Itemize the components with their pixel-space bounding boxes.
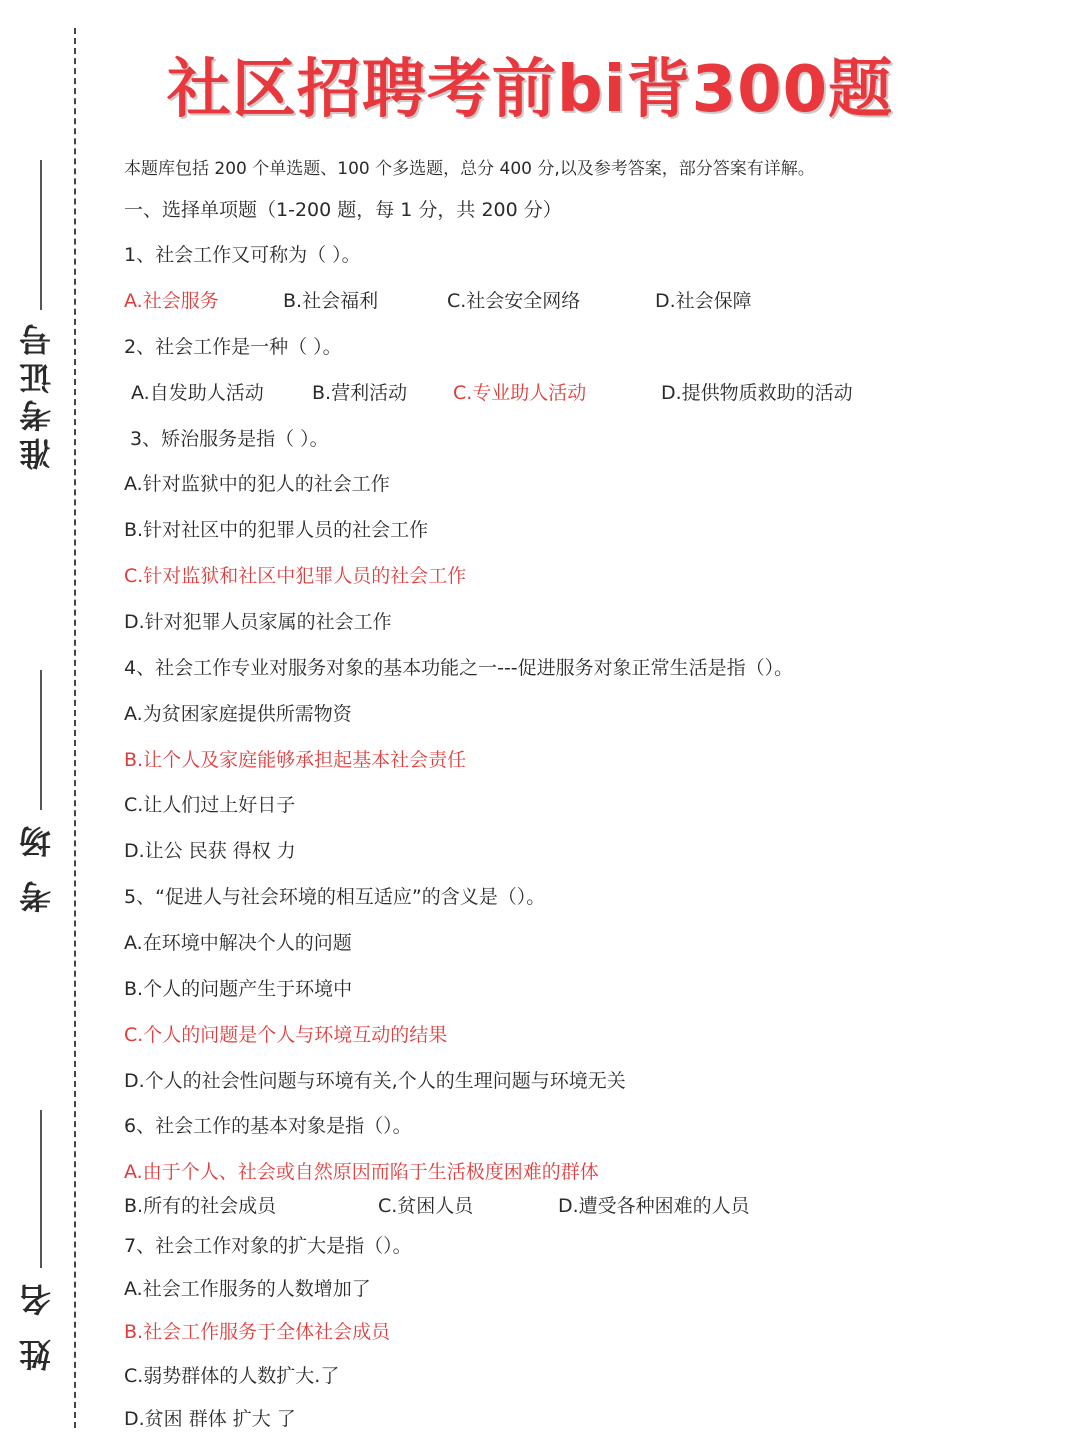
question-2-option-d: D.提供物质救助的活动	[661, 382, 853, 404]
question-3-stem: 3、矫治服务是指（ ）。	[130, 428, 329, 450]
exam-room-blank	[40, 670, 42, 810]
question-2-option-b: B.营利活动	[312, 382, 408, 404]
question-5-stem: 5、“促进人与社会环境的相互适应”的含义是（）。	[124, 886, 546, 908]
question-7-stem: 7、社会工作对象的扩大是指（）。	[124, 1235, 412, 1257]
question-6-option-a: A.由于个人、社会或自然原因而陷于生活极度困难的群体	[124, 1161, 599, 1183]
question-3-option-d: D.针对犯罪人员家属的社会工作	[124, 611, 392, 633]
exam-room-label: 考 场	[18, 820, 56, 914]
question-6-option-d: D.遭受各种困难的人员	[558, 1195, 750, 1217]
question-2-stem: 2、社会工作是一种（ ）。	[124, 336, 342, 358]
intro-text: 本题库包括 200 个单选题、100 个多选题，总分 400 分,以及参考答案，部分答案有详解。	[124, 159, 815, 179]
question-5-option-c: C.个人的问题是个人与环境互动的结果	[124, 1024, 448, 1046]
name-label: 姓 名	[18, 1278, 56, 1372]
question-5-option-d: D.个人的社会性问题与环境有关,个人的生理问题与环境无关	[124, 1070, 626, 1092]
question-7-option-b: B.社会工作服务于全体社会成员	[124, 1321, 391, 1343]
question-5-option-a: A.在环境中解决个人的问题	[124, 932, 352, 954]
question-1-option-d: D.社会保障	[655, 290, 752, 312]
question-2-option-a: A.自发助人活动	[131, 382, 264, 404]
question-3-option-a: A.针对监狱中的犯人的社会工作	[124, 473, 390, 495]
question-1-option-a: A.社会服务	[124, 290, 219, 312]
question-4-option-d: D.让公 民获 得权 力	[124, 840, 296, 862]
page-title: 社区招聘考前bi背300题	[166, 53, 894, 127]
question-1-option-b: B.社会福利	[283, 290, 379, 312]
question-1-option-c: C.社会安全网络	[447, 290, 581, 312]
question-3-option-b: B.针对社区中的犯罪人员的社会工作	[124, 519, 429, 541]
question-6-stem: 6、社会工作的基本对象是指（）。	[124, 1115, 412, 1137]
question-6-option-c: C.贫困人员	[378, 1195, 474, 1217]
question-4-stem: 4、社会工作专业对服务对象的基本功能之一---促进服务对象正常生活是指（）。	[124, 657, 794, 679]
question-4-option-b: B.让个人及家庭能够承担起基本社会责任	[124, 749, 467, 771]
question-7-option-d: D.贫困 群体 扩大 了	[124, 1408, 296, 1430]
section-heading: 一、选择单项题（1-200 题，每 1 分，共 200 分）	[124, 199, 562, 221]
question-1-stem: 1、社会工作又可称为（ ）。	[124, 244, 361, 266]
question-5-option-b: B.个人的问题产生于环境中	[124, 978, 353, 1000]
question-7-option-c: C.弱势群体的人数扩大.了	[124, 1365, 340, 1387]
name-blank	[40, 1110, 42, 1268]
question-4-option-a: A.为贫困家庭提供所需物资	[124, 703, 352, 725]
exam-id-label: 准考证号	[18, 318, 56, 470]
question-6-option-b: B.所有的社会成员	[124, 1195, 277, 1217]
fold-dashed-line	[74, 28, 76, 1428]
question-3-option-c: C.针对监狱和社区中犯罪人员的社会工作	[124, 565, 467, 587]
question-2-option-c: C.专业助人活动	[453, 382, 587, 404]
question-7-option-a: A.社会工作服务的人数增加了	[124, 1278, 371, 1300]
question-4-option-c: C.让人们过上好日子	[124, 794, 296, 816]
exam-id-blank	[40, 160, 42, 310]
